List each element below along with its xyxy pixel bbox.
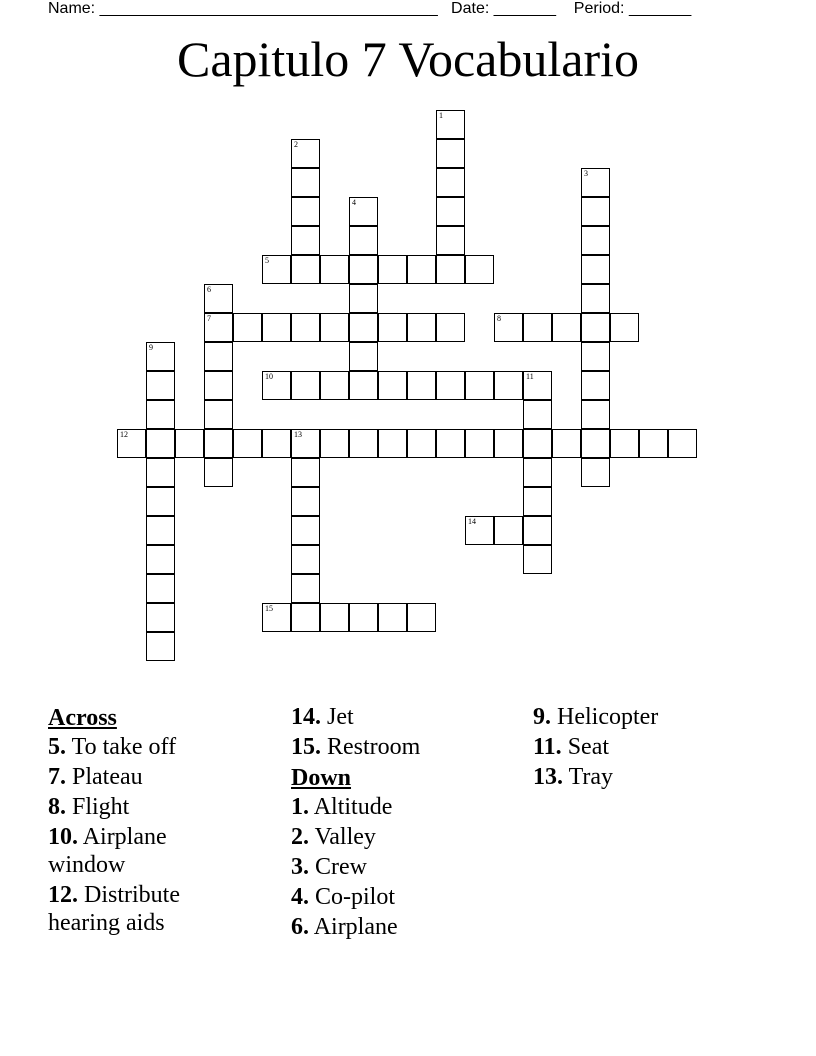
grid-cell[interactable]: [349, 197, 378, 226]
grid-cell[interactable]: [523, 458, 552, 487]
grid-cell[interactable]: [639, 429, 668, 458]
grid-cell[interactable]: [204, 429, 233, 458]
cell-number: 5: [265, 256, 269, 265]
grid-cell[interactable]: [378, 429, 407, 458]
grid-cell[interactable]: [291, 516, 320, 545]
grid-cell[interactable]: [262, 603, 291, 632]
clue-down-6: 6. Airplane: [291, 914, 398, 940]
grid-cell[interactable]: [465, 516, 494, 545]
grid-cell[interactable]: [233, 429, 262, 458]
grid-cell[interactable]: [349, 603, 378, 632]
grid-cell[interactable]: [117, 429, 146, 458]
grid-cell[interactable]: [436, 226, 465, 255]
clue-across-14: 14. Jet: [291, 704, 354, 730]
grid-cell[interactable]: [610, 313, 639, 342]
grid-cell[interactable]: [523, 487, 552, 516]
grid-cell[interactable]: [407, 603, 436, 632]
clue-down-2: 2. Valley: [291, 824, 376, 850]
grid-cell[interactable]: [523, 400, 552, 429]
grid-cell[interactable]: [581, 400, 610, 429]
grid-cell[interactable]: [146, 574, 175, 603]
grid-cell[interactable]: [581, 284, 610, 313]
grid-cell[interactable]: [349, 255, 378, 284]
grid-cell[interactable]: [436, 168, 465, 197]
grid-cell[interactable]: [291, 371, 320, 400]
grid-cell[interactable]: [320, 313, 349, 342]
grid-cell[interactable]: [378, 603, 407, 632]
grid-cell[interactable]: [436, 197, 465, 226]
cell-number: 1: [439, 111, 443, 120]
cell-number: 3: [584, 169, 588, 178]
grid-cell[interactable]: [494, 371, 523, 400]
grid-cell[interactable]: [465, 371, 494, 400]
grid-cell[interactable]: [146, 400, 175, 429]
grid-cell[interactable]: [436, 313, 465, 342]
grid-cell[interactable]: [610, 429, 639, 458]
cell-number: 2: [294, 140, 298, 149]
grid-cell[interactable]: [262, 371, 291, 400]
cell-number: 8: [497, 314, 501, 323]
grid-cell[interactable]: [320, 429, 349, 458]
grid-cell[interactable]: [146, 632, 175, 661]
grid-cell[interactable]: [407, 255, 436, 284]
clue-down-4: 4. Co-pilot: [291, 884, 396, 910]
grid-cell[interactable]: [204, 371, 233, 400]
clue-down-1: 1. Altitude: [291, 794, 393, 820]
grid-cell[interactable]: [668, 429, 697, 458]
grid-cell[interactable]: [320, 371, 349, 400]
page-title: Capitulo 7 Vocabulario: [177, 31, 639, 87]
grid-cell[interactable]: [436, 255, 465, 284]
grid-cell[interactable]: [407, 313, 436, 342]
cell-number: 7: [207, 314, 211, 323]
grid-cell[interactable]: [320, 603, 349, 632]
clue-across-15: 15. Restroom: [291, 734, 421, 760]
grid-cell[interactable]: [349, 342, 378, 371]
cell-number: 11: [526, 372, 534, 381]
grid-cell[interactable]: [378, 371, 407, 400]
grid-cell[interactable]: [494, 429, 523, 458]
grid-cell[interactable]: [262, 255, 291, 284]
grid-cell[interactable]: [523, 313, 552, 342]
cell-number: 13: [294, 430, 302, 439]
header-line: Name: ______________________________________ Date: _______ Period: _______: [48, 0, 692, 17]
grid-cell[interactable]: [291, 487, 320, 516]
grid-cell[interactable]: [407, 429, 436, 458]
clue-down-9: 9. Helicopter: [533, 704, 659, 730]
grid-cell[interactable]: [436, 110, 465, 139]
grid-cell[interactable]: [204, 458, 233, 487]
clue-column-3: [533, 703, 763, 793]
clue-across-8: 8. Flight: [48, 794, 130, 820]
clue-down-13: 13. Tray: [533, 764, 614, 790]
grid-cell[interactable]: [291, 545, 320, 574]
grid-cell[interactable]: [581, 371, 610, 400]
grid-cell[interactable]: [349, 284, 378, 313]
grid-cell[interactable]: [146, 429, 175, 458]
grid-cell[interactable]: [349, 313, 378, 342]
cell-number: 6: [207, 285, 211, 294]
grid-cell[interactable]: [465, 255, 494, 284]
grid-cell[interactable]: [552, 429, 581, 458]
grid-cell[interactable]: [146, 516, 175, 545]
grid-cell[interactable]: [291, 458, 320, 487]
grid-cell[interactable]: [233, 313, 262, 342]
grid-cell[interactable]: [552, 313, 581, 342]
grid-cell[interactable]: [291, 139, 320, 168]
grid-cell[interactable]: [146, 342, 175, 371]
down-heading: Down: [291, 765, 352, 791]
grid-cell[interactable]: [262, 313, 291, 342]
grid-cell[interactable]: [291, 429, 320, 458]
grid-cell[interactable]: [204, 342, 233, 371]
grid-cell[interactable]: [523, 516, 552, 545]
grid-cell[interactable]: [436, 429, 465, 458]
grid-cell[interactable]: [581, 168, 610, 197]
clue-column-1: [48, 703, 278, 939]
grid-cell[interactable]: [581, 458, 610, 487]
grid-cell[interactable]: [146, 603, 175, 632]
grid-cell[interactable]: [436, 371, 465, 400]
grid-cell[interactable]: [581, 342, 610, 371]
cell-number: 4: [352, 198, 356, 207]
grid-cell[interactable]: [378, 255, 407, 284]
grid-cell[interactable]: [291, 255, 320, 284]
grid-cell[interactable]: [349, 371, 378, 400]
clue-down-3: 3. Crew: [291, 854, 367, 880]
grid-cell[interactable]: [581, 313, 610, 342]
grid-cell[interactable]: [581, 197, 610, 226]
grid-cell[interactable]: [436, 139, 465, 168]
grid-cell[interactable]: [581, 226, 610, 255]
grid-cell[interactable]: [349, 429, 378, 458]
grid-cell[interactable]: [146, 545, 175, 574]
grid-cell[interactable]: [291, 603, 320, 632]
across-heading: Across: [48, 705, 117, 731]
grid-cell[interactable]: [204, 400, 233, 429]
grid-cell[interactable]: [146, 371, 175, 400]
grid-cell[interactable]: [291, 574, 320, 603]
grid-cell[interactable]: [378, 313, 407, 342]
grid-cell[interactable]: [581, 255, 610, 284]
cell-number: 14: [468, 517, 476, 526]
grid-cell[interactable]: [146, 487, 175, 516]
cell-number: 15: [265, 604, 273, 613]
grid-cell[interactable]: [349, 226, 378, 255]
grid-cell[interactable]: [175, 429, 204, 458]
grid-cell[interactable]: [407, 371, 436, 400]
grid-cell[interactable]: [262, 429, 291, 458]
grid-cell[interactable]: [146, 458, 175, 487]
grid-cell[interactable]: [523, 371, 552, 400]
clue-down-11: 11. Seat: [533, 734, 610, 760]
cell-number: 12: [120, 430, 128, 439]
grid-cell[interactable]: [523, 545, 552, 574]
clue-across-7: 7. Plateau: [48, 764, 143, 790]
grid-cell[interactable]: [465, 429, 494, 458]
grid-cell[interactable]: [204, 284, 233, 313]
grid-cell[interactable]: [291, 197, 320, 226]
clue-across-12: 12. Distribute hearing aids: [48, 882, 180, 936]
grid-cell[interactable]: [494, 516, 523, 545]
grid-cell[interactable]: [494, 313, 523, 342]
grid-cell[interactable]: [523, 429, 552, 458]
grid-cell[interactable]: [204, 313, 233, 342]
cell-number: 10: [265, 372, 273, 381]
grid-cell[interactable]: [291, 168, 320, 197]
cell-number: 9: [149, 343, 153, 352]
grid-cell[interactable]: [320, 255, 349, 284]
clue-column-2: [291, 703, 521, 943]
clue-across-5: 5. To take off: [48, 734, 177, 760]
grid-cell[interactable]: [291, 313, 320, 342]
grid-cell[interactable]: [581, 429, 610, 458]
grid-cell[interactable]: [291, 226, 320, 255]
clue-across-10: 10. Airplane window: [48, 824, 167, 878]
